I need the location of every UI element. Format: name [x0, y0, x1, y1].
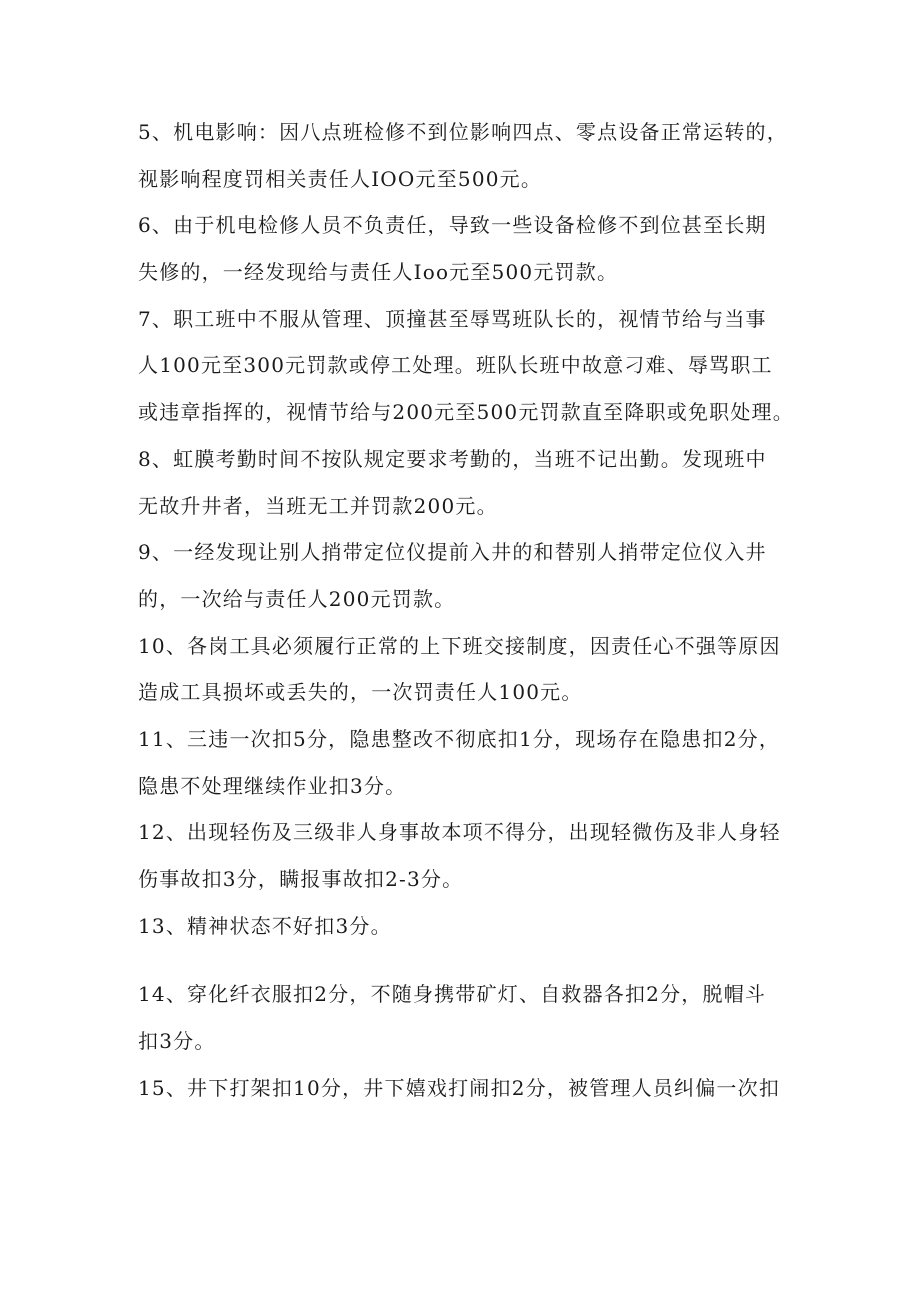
- document-body: [138, 109, 798, 1111]
- text-line: 11、三违一次扣5分，隐患整改不彻底扣1分，现场存在隐患扣2分，: [138, 726, 781, 751]
- text-line: 5、机电影响：因八点班检修不到位影响四点、零点设备正常运转的，: [138, 120, 788, 144]
- paragraph-9: [138, 529, 798, 622]
- paragraph-13: [138, 903, 798, 950]
- text-line: 的，一次给与责任人200元罚款。: [138, 586, 456, 611]
- text-line: 失修的，一经发现给与责任人Ioo元至500元罚款。: [138, 260, 619, 285]
- paragraph-12: [138, 809, 798, 902]
- text-line: 6、由于机电检修人员不负责任，导致一些设备检修不到位甚至长期: [138, 213, 767, 238]
- text-line: 7、职工班中不服从管理、顶撞甚至辱骂班队长的，视情节给与当事: [138, 306, 767, 331]
- text-line: 8、虹膜考勤时间不按队规定要求考勤的，当班不记出勤。发现班中: [138, 446, 767, 471]
- text-line: 或违章指挥的，视情节给与200元至500元罚款直至降职或免职处理。: [138, 400, 794, 425]
- paragraph-11: [138, 716, 798, 809]
- text-line: 9、一经发现让别人捎带定位仪提前入井的和替别人捎带定位仪入井: [138, 540, 767, 565]
- paragraph-6: [138, 202, 798, 295]
- paragraph-15: [138, 1065, 798, 1112]
- text-line: 13、精神状态不好扣3分。: [138, 913, 392, 938]
- paragraph-7: [138, 296, 798, 436]
- text-line: 12、出现轻伤及三级非人身事故本项不得分，出现轻微伤及非人身轻: [138, 820, 781, 845]
- text-line: 隐患不处理继续作业扣3分。: [138, 773, 407, 798]
- text-line: 无故升井者，当班无工并罚款200元。: [138, 493, 498, 518]
- paragraph-5: [138, 109, 798, 202]
- paragraph-14: [138, 971, 798, 1064]
- paragraph-8: [138, 436, 798, 529]
- text-line: 视影响程度罚相关责任人IOO元至500元。: [138, 166, 543, 191]
- text-line: 扣3分。: [138, 1029, 216, 1054]
- text-line: 10、各岗工具必须履行正常的上下班交接制度，因责任心不强等原因: [138, 633, 781, 658]
- text-line: 造成工具损坏或丢失的，一次罚责任人100元。: [138, 680, 583, 705]
- text-line: 15、井下打架扣10分，井下嬉戏打闹扣2分，被管理人员纠偏一次扣: [138, 1075, 781, 1100]
- paragraph-10: [138, 623, 798, 716]
- text-line: 14、穿化纤衣服扣2分，不随身携带矿灯、自救器各扣2分，脱帽斗: [138, 982, 767, 1007]
- text-line: 伤事故扣3分，瞒报事故扣2-3分。: [138, 867, 464, 891]
- text-line: 人100元至300元罚款或停工处理。班队长班中故意刁难、辱骂职工: [138, 353, 773, 378]
